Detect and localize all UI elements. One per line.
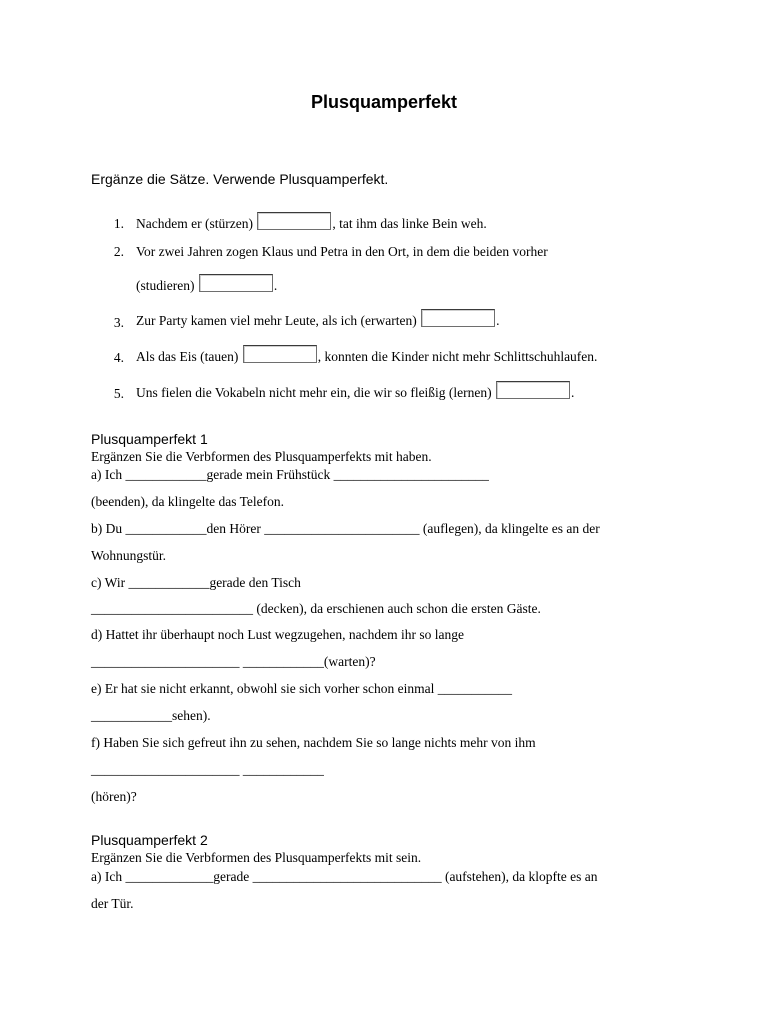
exercise-line: Wohnungstür. — [91, 548, 167, 563]
section-instruction: Ergänzen Sie die Verbformen des Plusquamperfekts mit sein. — [91, 850, 422, 865]
item-text: Als das Eis (tauen) — [136, 349, 242, 364]
exercise-item — [136, 341, 597, 373]
page-title: Plusquamperfekt — [310, 92, 458, 112]
answer-box[interactable] — [243, 345, 317, 363]
item-text: Nachdem er (stürzen) — [136, 216, 257, 231]
exercise-line: a) Ich _____________gerade ____________________________ (aufstehen), da klopfte es an — [91, 869, 598, 884]
exercise-line: (beenden), da klingelte das Telefon. — [91, 494, 284, 509]
exercise-line: e) Er hat sie nicht erkannt, obwohl sie sich vorher schon einmal ___________ — [91, 681, 513, 696]
item-text: , konnten die Kinder nicht mehr Schlittschuhlaufen. — [317, 349, 598, 364]
exercise-item — [136, 270, 277, 302]
item-text: . — [571, 385, 575, 400]
exercise-item — [136, 377, 574, 409]
exercise-line: c) Wir ____________gerade den Tisch — [91, 575, 301, 590]
item-text: (studieren) — [136, 278, 198, 293]
answer-box[interactable] — [199, 274, 273, 292]
exercise-line: f) Haben Sie sich gefreut ihn zu sehen, nachdem Sie so lange nichts mehr von ihm — [91, 735, 536, 750]
exercise-line: der Tür. — [91, 896, 134, 911]
item-text: . — [273, 278, 278, 293]
answer-box[interactable] — [496, 381, 570, 399]
item-text: Uns fielen die Vokabeln nicht mehr ein, die wir so fleißig (lernen) — [136, 385, 496, 400]
item-text: . — [496, 313, 500, 328]
item-number: 3. — [113, 315, 124, 330]
exercise-line: ______________________ ____________(warten)? — [91, 654, 376, 669]
exercise-line: ________________________ (decken), da erschienen auch schon die ersten Gäste. — [91, 601, 541, 616]
section-instruction: Ergänzen Sie die Verbformen des Plusquamperfekts mit haben. — [91, 449, 432, 464]
exercise-instruction: Ergänze die Sätze. Verwende Plusquamperfekt. — [91, 171, 389, 187]
exercise-line: d) Hattet ihr überhaupt noch Lust wegzugehen, nachdem ihr so lange — [91, 627, 465, 642]
section-heading: Plusquamperfekt 2 — [91, 832, 208, 848]
exercise-line: ____________sehen). — [91, 708, 211, 723]
exercise-line: a) Ich ____________gerade mein Frühstück _______________________ — [91, 467, 489, 482]
item-number: 5. — [113, 386, 124, 401]
exercise-line: (hören)? — [91, 789, 137, 804]
exercise-item — [136, 208, 487, 240]
item-text: , tat ihm das linke Bein weh. — [332, 216, 487, 231]
section-heading: Plusquamperfekt 1 — [91, 431, 208, 447]
exercise-line: b) Du ____________den Hörer _______________________ (auflegen), da klingelte es an der — [91, 521, 600, 536]
item-text: Vor zwei Jahren zogen Klaus und Petra in den Ort, in dem die beiden vorher — [136, 244, 548, 259]
answer-box[interactable] — [421, 309, 495, 327]
item-number: 4. — [113, 350, 124, 365]
item-text: Zur Party kamen viel mehr Leute, als ich (erwarten) — [136, 313, 421, 328]
item-number: 1. — [113, 216, 124, 231]
answer-box[interactable] — [257, 212, 331, 230]
item-number: 2. — [113, 244, 124, 259]
exercise-line: ______________________ ____________ — [91, 762, 324, 777]
exercise-item — [136, 305, 500, 337]
